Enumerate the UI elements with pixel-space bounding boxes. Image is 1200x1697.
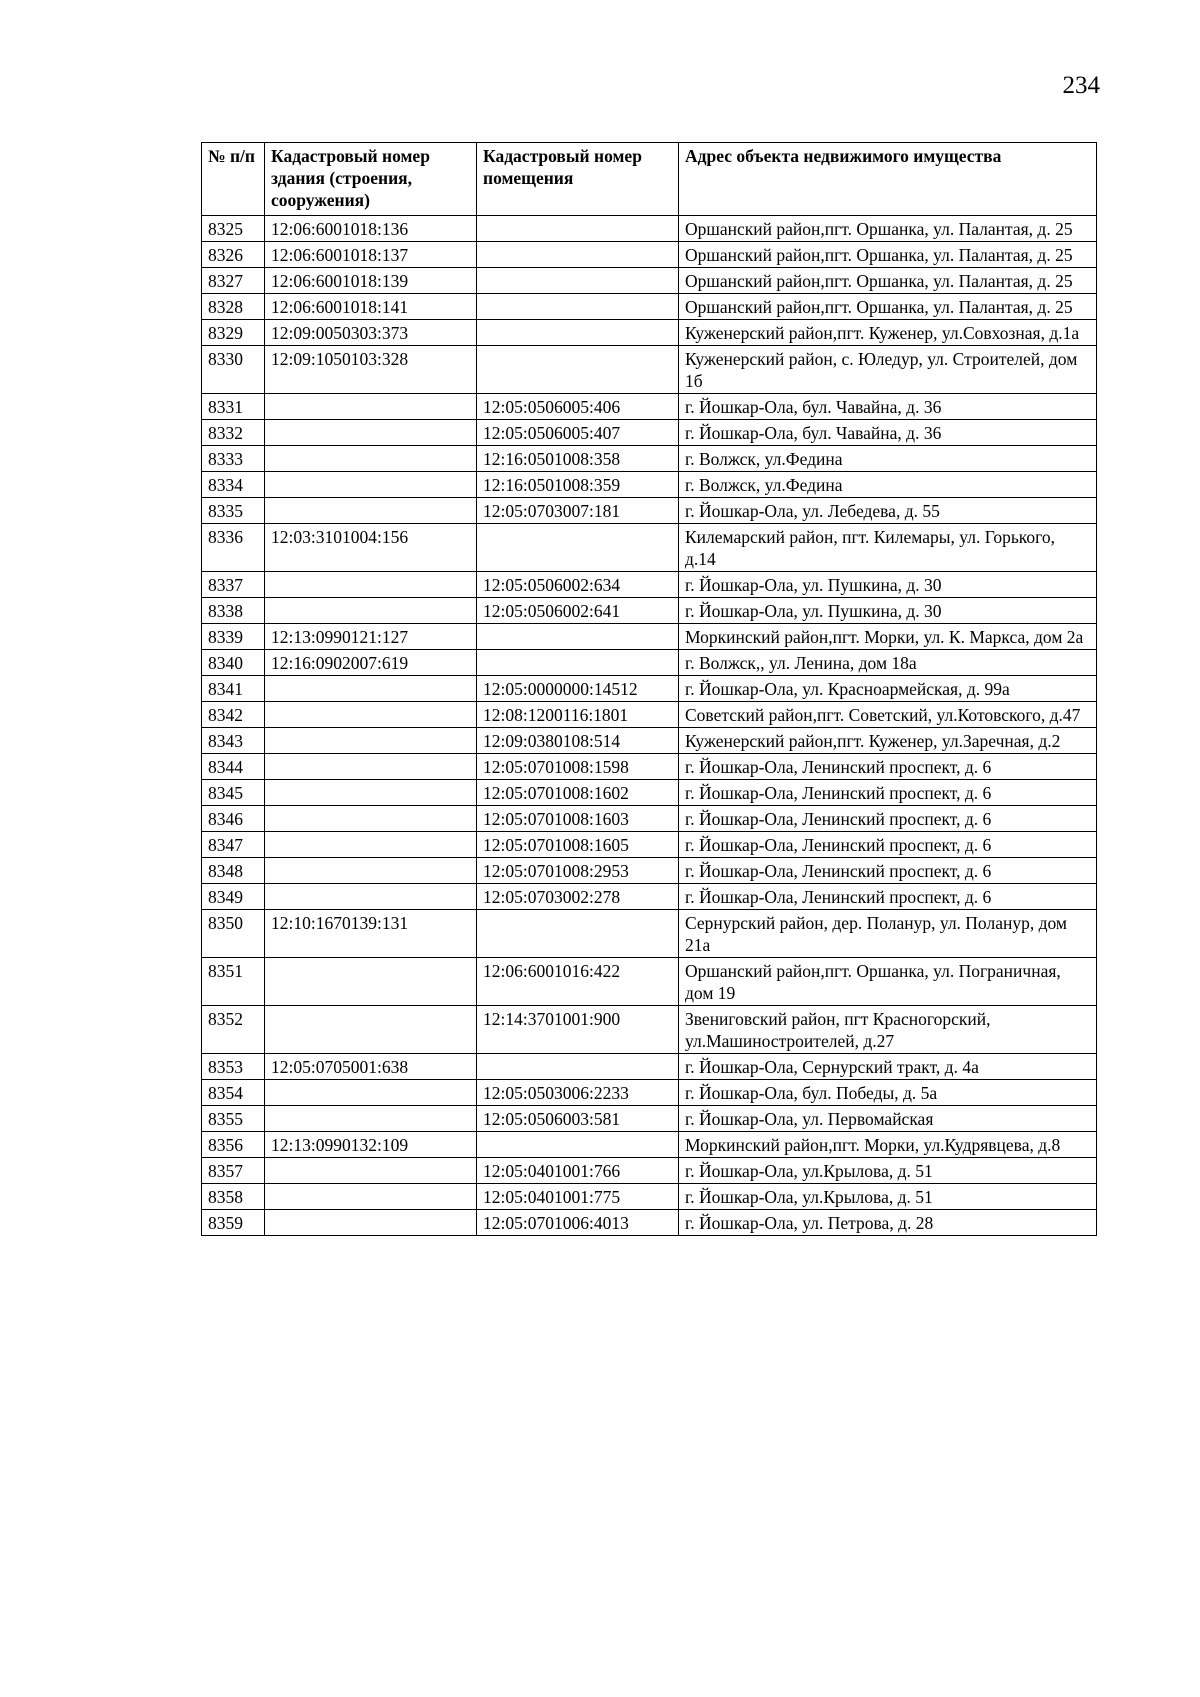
cell-address: г. Йошкар-Ола, ул. Лебедева, д. 55 <box>679 498 1097 524</box>
cell-building-cadastral <box>265 780 477 806</box>
table-row <box>202 1132 1097 1158</box>
cell-address: Моркинский район,пгт. Морки, ул.Кудрявцева, д.8 <box>679 1132 1097 1158</box>
cell-room-cadastral: 12:05:0401001:775 <box>477 1184 679 1210</box>
cell-address: г. Йошкар-Ола, Ленинский проспект, д. 6 <box>679 754 1097 780</box>
cell-address: Звениговский район, пгт Красногорский, ул.Машиностроителей, д.27 <box>679 1006 1097 1054</box>
cell-room-cadastral: 12:05:0701008:1605 <box>477 832 679 858</box>
table-row <box>202 1158 1097 1184</box>
cell-building-cadastral <box>265 446 477 472</box>
cell-building-cadastral: 12:09:1050103:328 <box>265 346 477 394</box>
cell-building-cadastral <box>265 598 477 624</box>
table-row <box>202 1080 1097 1106</box>
table-row <box>202 624 1097 650</box>
cell-address: г. Йошкар-Ола, Ленинский проспект, д. 6 <box>679 858 1097 884</box>
cell-num: 8356 <box>202 1132 265 1158</box>
cell-num: 8331 <box>202 394 265 420</box>
cell-address: г. Йошкар-Ола, ул. Петрова, д. 28 <box>679 1210 1097 1236</box>
cell-room-cadastral: 12:05:0503006:2233 <box>477 1080 679 1106</box>
cell-address: г. Йошкар-Ола, Ленинский проспект, д. 6 <box>679 806 1097 832</box>
cell-num: 8354 <box>202 1080 265 1106</box>
cell-building-cadastral: 12:13:0990132:109 <box>265 1132 477 1158</box>
table-row <box>202 216 1097 242</box>
cell-room-cadastral <box>477 294 679 320</box>
cell-building-cadastral <box>265 1080 477 1106</box>
table-row <box>202 910 1097 958</box>
cell-address: Куженерский район,пгт. Куженер, ул.Заречная, д.2 <box>679 728 1097 754</box>
header-address: Адрес объекта недвижимого имущества <box>679 143 1097 216</box>
cell-num: 8327 <box>202 268 265 294</box>
table-row <box>202 498 1097 524</box>
table-row <box>202 242 1097 268</box>
table-body <box>202 216 1097 1236</box>
table-row <box>202 884 1097 910</box>
cell-num: 8340 <box>202 650 265 676</box>
cell-address: Оршанский район,пгт. Оршанка, ул. Палантая, д. 25 <box>679 216 1097 242</box>
cell-num: 8336 <box>202 524 265 572</box>
table-row <box>202 832 1097 858</box>
cell-building-cadastral <box>265 1210 477 1236</box>
cell-room-cadastral: 12:05:0701008:1603 <box>477 806 679 832</box>
table-header <box>202 143 1097 216</box>
header-num: № п/п <box>202 143 265 216</box>
cell-room-cadastral <box>477 1132 679 1158</box>
cell-address: г. Волжск,, ул. Ленина, дом 18а <box>679 650 1097 676</box>
table-row <box>202 446 1097 472</box>
cell-num: 8346 <box>202 806 265 832</box>
cell-num: 8338 <box>202 598 265 624</box>
header-row <box>202 143 1097 216</box>
cell-room-cadastral: 12:05:0506005:406 <box>477 394 679 420</box>
cell-num: 8334 <box>202 472 265 498</box>
header-building-cadastral: Кадастровый номер здания (строения, сооружения) <box>265 143 477 216</box>
cell-building-cadastral <box>265 472 477 498</box>
cell-address: г. Йошкар-Ола, Сернурский тракт, д. 4а <box>679 1054 1097 1080</box>
cell-num: 8329 <box>202 320 265 346</box>
cell-building-cadastral <box>265 958 477 1006</box>
table-row <box>202 958 1097 1006</box>
table-row <box>202 294 1097 320</box>
cell-num: 8359 <box>202 1210 265 1236</box>
cell-address: г. Йошкар-Ола, бул. Чавайна, д. 36 <box>679 420 1097 446</box>
cell-room-cadastral <box>477 346 679 394</box>
table-row <box>202 1054 1097 1080</box>
cell-address: Сернурский район, дер. Поланур, ул. Поланур, дом 21а <box>679 910 1097 958</box>
cell-num: 8341 <box>202 676 265 702</box>
cell-num: 8355 <box>202 1106 265 1132</box>
table-row <box>202 1006 1097 1054</box>
table-row <box>202 1184 1097 1210</box>
cell-room-cadastral <box>477 624 679 650</box>
cell-num: 8330 <box>202 346 265 394</box>
table-row <box>202 806 1097 832</box>
cell-num: 8357 <box>202 1158 265 1184</box>
cell-building-cadastral: 12:06:6001018:139 <box>265 268 477 294</box>
cell-building-cadastral: 12:10:1670139:131 <box>265 910 477 958</box>
cell-room-cadastral: 12:05:0506002:641 <box>477 598 679 624</box>
cell-room-cadastral: 12:05:0401001:766 <box>477 1158 679 1184</box>
cell-building-cadastral <box>265 884 477 910</box>
cell-num: 8342 <box>202 702 265 728</box>
cell-building-cadastral: 12:16:0902007:619 <box>265 650 477 676</box>
cell-address: г. Йошкар-Ола, Ленинский проспект, д. 6 <box>679 780 1097 806</box>
cell-num: 8335 <box>202 498 265 524</box>
cell-num: 8347 <box>202 832 265 858</box>
cell-room-cadastral <box>477 268 679 294</box>
cell-building-cadastral <box>265 832 477 858</box>
table-row <box>202 268 1097 294</box>
cell-room-cadastral: 12:09:0380108:514 <box>477 728 679 754</box>
cell-room-cadastral: 12:05:0000000:14512 <box>477 676 679 702</box>
cell-num: 8325 <box>202 216 265 242</box>
cell-num: 8350 <box>202 910 265 958</box>
cell-building-cadastral: 12:06:6001018:137 <box>265 242 477 268</box>
cell-address: Килемарский район, пгт. Килемары, ул. Горького, д.14 <box>679 524 1097 572</box>
table-row <box>202 676 1097 702</box>
cell-building-cadastral <box>265 1106 477 1132</box>
cell-building-cadastral: 12:09:0050303:373 <box>265 320 477 346</box>
cell-address: г. Йошкар-Ола, Ленинский проспект, д. 6 <box>679 832 1097 858</box>
cell-room-cadastral <box>477 650 679 676</box>
table-row <box>202 598 1097 624</box>
table-row <box>202 780 1097 806</box>
cell-building-cadastral <box>265 858 477 884</box>
cell-building-cadastral <box>265 1158 477 1184</box>
cell-num: 8343 <box>202 728 265 754</box>
cell-address: Оршанский район,пгт. Оршанка, ул. Палантая, д. 25 <box>679 268 1097 294</box>
cell-room-cadastral: 12:05:0506005:407 <box>477 420 679 446</box>
cell-building-cadastral <box>265 572 477 598</box>
cell-building-cadastral <box>265 1006 477 1054</box>
cell-building-cadastral <box>265 1184 477 1210</box>
cell-room-cadastral: 12:05:0701008:1602 <box>477 780 679 806</box>
table-row <box>202 346 1097 394</box>
table-row <box>202 1106 1097 1132</box>
cell-building-cadastral: 12:06:6001018:136 <box>265 216 477 242</box>
cell-room-cadastral: 12:06:6001016:422 <box>477 958 679 1006</box>
cell-room-cadastral <box>477 242 679 268</box>
header-room-cadastral: Кадастровый номер помещения <box>477 143 679 216</box>
cell-building-cadastral <box>265 702 477 728</box>
cell-address: Советский район,пгт. Советский, ул.Котовского, д.47 <box>679 702 1097 728</box>
table-row <box>202 650 1097 676</box>
registry-table <box>201 142 1097 1236</box>
cell-room-cadastral <box>477 910 679 958</box>
cell-num: 8349 <box>202 884 265 910</box>
cell-address: г. Волжск, ул.Федина <box>679 472 1097 498</box>
cell-num: 8353 <box>202 1054 265 1080</box>
table-row <box>202 394 1097 420</box>
cell-room-cadastral <box>477 216 679 242</box>
cell-room-cadastral: 12:05:0506002:634 <box>477 572 679 598</box>
cell-room-cadastral: 12:05:0506003:581 <box>477 1106 679 1132</box>
page-number: 234 <box>1062 72 1100 99</box>
cell-building-cadastral: 12:06:6001018:141 <box>265 294 477 320</box>
cell-num: 8332 <box>202 420 265 446</box>
cell-room-cadastral <box>477 320 679 346</box>
cell-room-cadastral: 12:08:1200116:1801 <box>477 702 679 728</box>
table-row <box>202 858 1097 884</box>
cell-address: Куженерский район, с. Юледур, ул. Строителей, дом 1б <box>679 346 1097 394</box>
cell-room-cadastral: 12:16:0501008:358 <box>477 446 679 472</box>
table-row <box>202 702 1097 728</box>
cell-num: 8358 <box>202 1184 265 1210</box>
cell-num: 8345 <box>202 780 265 806</box>
cell-room-cadastral: 12:05:0701008:2953 <box>477 858 679 884</box>
cell-building-cadastral <box>265 754 477 780</box>
cell-num: 8326 <box>202 242 265 268</box>
cell-building-cadastral: 12:05:0705001:638 <box>265 1054 477 1080</box>
cell-address: г. Йошкар-Ола, ул.Крылова, д. 51 <box>679 1158 1097 1184</box>
table-row <box>202 472 1097 498</box>
cell-room-cadastral: 12:05:0701008:1598 <box>477 754 679 780</box>
cell-num: 8328 <box>202 294 265 320</box>
cell-building-cadastral <box>265 420 477 446</box>
cell-building-cadastral <box>265 394 477 420</box>
table-row <box>202 572 1097 598</box>
cell-building-cadastral: 12:13:0990121:127 <box>265 624 477 650</box>
cell-building-cadastral <box>265 498 477 524</box>
table-row <box>202 420 1097 446</box>
cell-address: Моркинский район,пгт. Морки, ул. К. Маркса, дом 2а <box>679 624 1097 650</box>
cell-room-cadastral: 12:05:0701006:4013 <box>477 1210 679 1236</box>
cell-address: г. Йошкар-Ола, бул. Чавайна, д. 36 <box>679 394 1097 420</box>
cell-room-cadastral: 12:05:0703002:278 <box>477 884 679 910</box>
cell-room-cadastral <box>477 1054 679 1080</box>
cell-num: 8333 <box>202 446 265 472</box>
table-row <box>202 524 1097 572</box>
table-row <box>202 728 1097 754</box>
cell-num: 8344 <box>202 754 265 780</box>
cell-address: Оршанский район,пгт. Оршанка, ул. Пограничная, дом 19 <box>679 958 1097 1006</box>
cell-address: Куженерский район,пгт. Куженер, ул.Совхозная, д.1а <box>679 320 1097 346</box>
cell-address: г. Йошкар-Ола, Ленинский проспект, д. 6 <box>679 884 1097 910</box>
cell-num: 8352 <box>202 1006 265 1054</box>
cell-address: г. Йошкар-Ола, ул.Крылова, д. 51 <box>679 1184 1097 1210</box>
cell-address: г. Йошкар-Ола, ул. Пушкина, д. 30 <box>679 598 1097 624</box>
cell-num: 8337 <box>202 572 265 598</box>
cell-address: г. Йошкар-Ола, ул. Первомайская <box>679 1106 1097 1132</box>
table-row <box>202 754 1097 780</box>
cell-building-cadastral: 12:03:3101004:156 <box>265 524 477 572</box>
cell-num: 8339 <box>202 624 265 650</box>
table-row <box>202 1210 1097 1236</box>
cell-room-cadastral: 12:14:3701001:900 <box>477 1006 679 1054</box>
cell-num: 8348 <box>202 858 265 884</box>
cell-address: г. Йошкар-Ола, бул. Победы, д. 5а <box>679 1080 1097 1106</box>
cell-address: Оршанский район,пгт. Оршанка, ул. Палантая, д. 25 <box>679 242 1097 268</box>
cell-room-cadastral: 12:05:0703007:181 <box>477 498 679 524</box>
cell-address: г. Йошкар-Ола, ул. Красноармейская, д. 99а <box>679 676 1097 702</box>
table-row <box>202 320 1097 346</box>
cell-num: 8351 <box>202 958 265 1006</box>
cell-room-cadastral <box>477 524 679 572</box>
cell-room-cadastral: 12:16:0501008:359 <box>477 472 679 498</box>
cell-building-cadastral <box>265 806 477 832</box>
cell-address: г. Волжск, ул.Федина <box>679 446 1097 472</box>
cell-building-cadastral <box>265 728 477 754</box>
cell-address: Оршанский район,пгт. Оршанка, ул. Палантая, д. 25 <box>679 294 1097 320</box>
cell-address: г. Йошкар-Ола, ул. Пушкина, д. 30 <box>679 572 1097 598</box>
cell-building-cadastral <box>265 676 477 702</box>
